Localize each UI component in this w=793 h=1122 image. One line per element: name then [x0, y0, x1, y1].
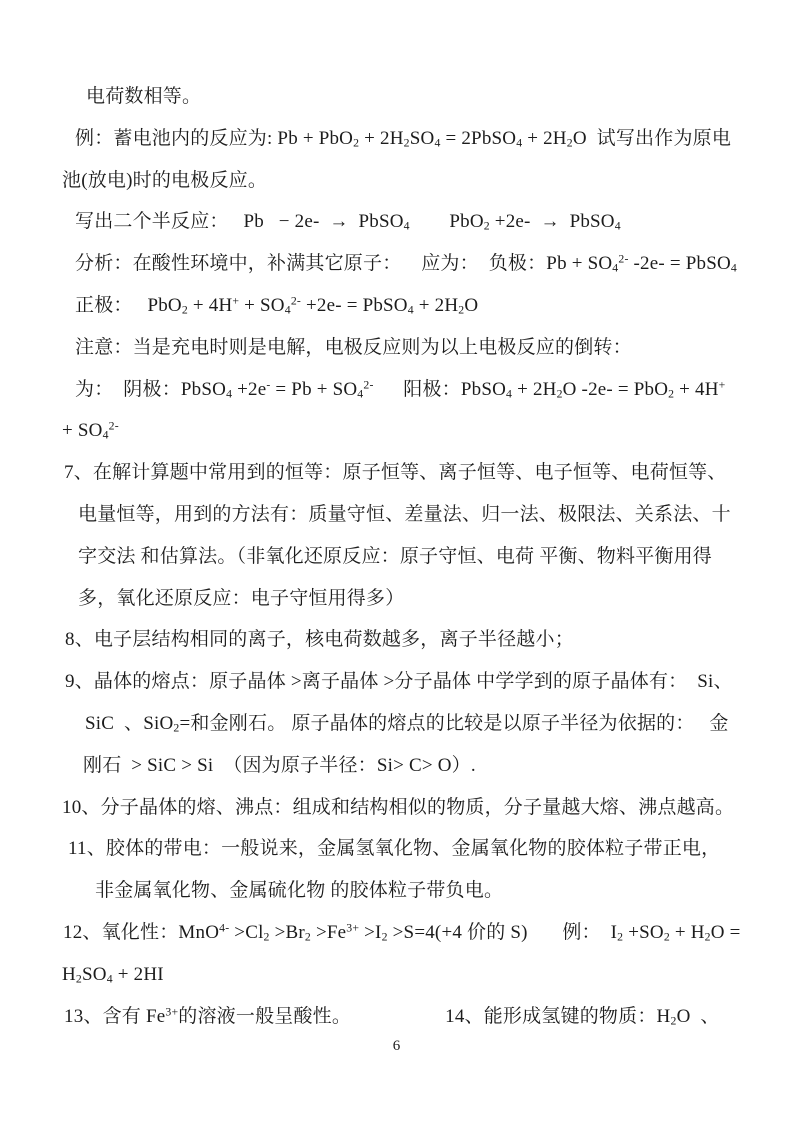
text-line: 9、晶体的熔点：原子晶体 >离子晶体 >分子晶体 中学学到的原子晶体有： Si、 [65, 671, 733, 693]
text-line: 非金属氧化物、金属硫化物 的胶体粒子带负电。 [95, 880, 504, 902]
text-line: 池(放电)时的电极反应。 [62, 169, 268, 191]
document-body [62, 76, 740, 1037]
page-number: 6 [392, 1038, 401, 1054]
text-line: 写出二个半反应： Pb − 2e- → PbSO$_4$ PbO$_2$ +2e- → PbSO$_4$ [75, 211, 621, 233]
text-line: 注意：当是充电时则是电解，电极反应则为以上电极反应的倒转： [75, 336, 632, 358]
text-line: 刚石 > SiC > Si （因为原子半径：Si> C> O）. [83, 754, 476, 776]
text-line: 多，氧化还原反应：电子守恒用得多） [78, 587, 405, 609]
text-line: 字交法 和估算法。（非氧化还原反应：原子守恒、电荷 平衡、物料平衡用得 [78, 545, 713, 567]
text-line: 13、含有 $Fe^{3+}$的溶液一般呈酸性。 14、能形成氢键的物质：$H_2O$ 、 [64, 1005, 720, 1028]
text-line: SiC 、SiO$_2$=和金刚石。 原子晶体的熔点的比较是以原子半径为依据的： 金 [85, 712, 729, 735]
text-line: 例：蓄电池内的反应为: $Pb + PbO_2 + 2H_2SO_4$ = 2PbSO$_4$ + $2H_2O$ 试写出作为原电 [75, 127, 732, 150]
text-line: 电量恒等，用到的方法有：质量守恒、差量法、归一法、极限法、关系法、十 [78, 503, 731, 525]
text-line: 正极： $PbO_2 + 4H^+ + SO_4^{2-} +2e-$ = PbSO$_4$ + $2H_2O$ [75, 294, 479, 317]
text-line: 10、分子晶体的熔、沸点：组成和结构相似的物质，分子量越大熔、沸点越高。 [62, 796, 735, 818]
text-line: 8、电子层结构相同的离子，核电荷数越多，离子半径越小； [65, 629, 574, 651]
text-line: 分析：在酸性环境中，补满其它原子： 应为： 负极：$Pb + SO_4^{2-}$ -2e- = PbSO$_4$ [75, 252, 737, 275]
text-line: 电荷数相等。 [86, 86, 202, 107]
text-line: 7、在解计算题中常用到的恒等：原子恒等、离子恒等、电子恒等、电荷恒等、 [64, 462, 727, 484]
text-line: 12、氧化性：$MnO^{4-} >Cl_2 >Br_2 >Fe^{3+} >I_2 >S=4(+4$ 价的 S) 例： $I_2 +SO_2 + H_2O$ = [63, 921, 741, 944]
text-line: 为： 阴极：PbSO$_4$ $+2e^- = Pb + SO_4^{2-}$ 阳极：PbSO$_4$ + $2H_2O$ -2e- = PbO$_2$ + 4H+ [75, 378, 726, 401]
text-line: 11、胶体的带电：一般说来，金属氢氧化物、金属氧化物的胶体粒子带正电， [68, 838, 721, 860]
text-line: $H_2SO_4 + 2HI$ [62, 963, 164, 986]
text-line: + $SO_4^{2-}$ [62, 419, 119, 442]
